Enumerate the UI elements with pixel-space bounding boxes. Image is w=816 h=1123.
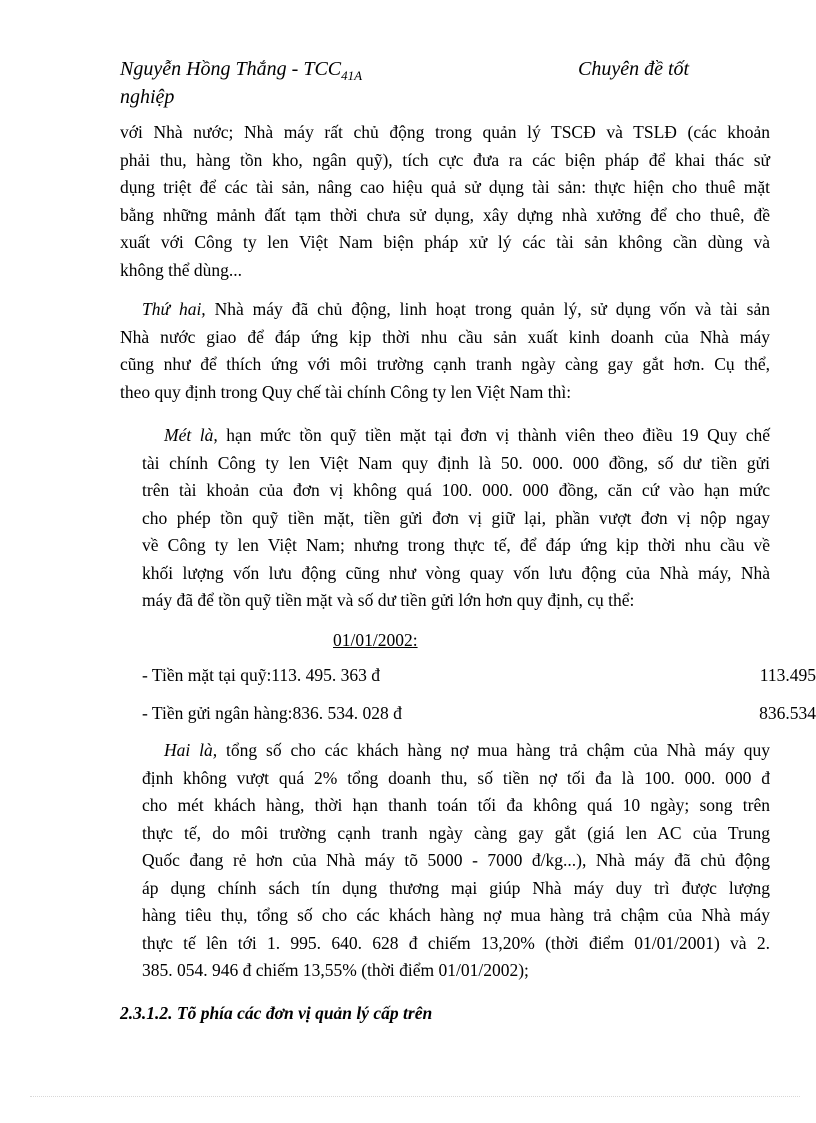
paragraph-line (142, 422, 770, 450)
paragraph-3 (142, 422, 770, 615)
cash-item-text: - Tiền mặt tại quỹ:113. 495. 363 đ (142, 665, 381, 685)
bank-item-text: - Tiền gửi ngân hàng:836. 534. 028 đ (142, 703, 402, 723)
paragraph-line: trên tài khoản của đơn vị không quá 100. 000. 000 đồng, căn cứ vào hạn mức (142, 480, 770, 500)
paragraph-line: phải thu, hàng tồn kho, ngân quỹ), tích cực đưa ra các biện pháp để khai thác sử (120, 149, 770, 170)
paragraph-line (120, 296, 770, 324)
footer-divider (30, 1096, 800, 1097)
section-heading: 2.3.1.2. Tõ phía các đơn vị quản lý cấp trên (120, 1003, 433, 1023)
bank-item-amount: 836.534 (759, 703, 816, 723)
paragraph-line: không thể dùng... (120, 259, 243, 280)
paragraph-line (142, 737, 770, 765)
paragraph-lead: Thứ hai, (142, 299, 206, 319)
paragraph-line: Quốc đang rẻ hơn của Nhà máy tõ 5000 - 7000 đ/kg...), Nhà máy đã chủ động (142, 850, 770, 870)
paragraph-text: hạn mức tồn quỹ tiền mặt tại đơn vị thành viên theo điều 19 Quy chế (217, 425, 770, 445)
paragraph-line: cũng như để thích ứng với môi trường cạnh tranh ngày càng gay gắt hơn. Cụ thể, (120, 354, 770, 374)
paragraph-line: cho phép tồn quỹ tiền mặt, tiền gửi đơn vị giữ lại, phần vượt đơn vị nộp ngay (142, 507, 770, 528)
header-title-continued: nghiệp (120, 86, 175, 108)
paragraph-text: Nhà máy đã chủ động, linh hoạt trong quản lý, sử dụng vốn và tài sản (205, 299, 771, 319)
header-author-class: 41A (341, 68, 363, 83)
paragraph-line: bằng những mảnh đất tạm thời chưa sử dụng, xây dựng nhà xưởng để cho thuê, đề (120, 204, 770, 225)
paragraph-line: cho mét khách hàng, thời hạn thanh toán tối đa không quá 10 ngày; song trên (142, 795, 770, 815)
paragraph-line: 385. 054. 946 đ chiếm 13,55% (thời điểm 01/01/2002); (142, 960, 529, 980)
paragraph-text: tổng số cho các khách hàng nợ mua hàng trả chậm của Nhà máy quy (217, 740, 770, 760)
paragraph-line: với Nhà nước; Nhà máy rất chủ động trong quản lý TSCĐ và TSLĐ (các khoản (120, 122, 770, 142)
paragraph-line: hàng tiêu thụ, tổng số cho các khách hàng nợ mua hàng trả chậm của Nhà máy (142, 905, 770, 925)
paragraph-line: theo quy định trong Quy chế tài chính Công ty len Việt Nam thì: (120, 381, 572, 402)
paragraph-lead: Mét là, (164, 425, 218, 445)
paragraph-line: máy đã để tồn quỹ tiền mặt và số dư tiền gửi lớn hơn quy định, cụ thể: (142, 590, 635, 610)
header-title: Chuyên đề tốt (578, 58, 690, 80)
paragraph-line: tài chính Công ty len Việt Nam quy định là 50. 000. 000 đồng, số dư tiền gửi (142, 452, 770, 473)
paragraph-4 (142, 737, 770, 985)
paragraph-lead: Hai là, (164, 740, 218, 760)
paragraph-1 (120, 119, 770, 284)
paragraph-line: khối lượng vốn lưu động cũng như vòng quay vốn lưu động của Nhà máy, Nhà (142, 562, 770, 583)
cash-item-amount: 113.495 (759, 665, 816, 685)
paragraph-line: thực tế lên tới 1. 995. 640. 628 đ chiếm 13,20% (thời điểm 01/01/2001) và 2. (142, 932, 770, 953)
paragraph-2 (120, 296, 770, 406)
paragraph-line: về Công ty len Việt Nam; nhưng trong thực tế, để đáp ứng kịp thời nhu cầu về (142, 535, 770, 555)
header-author-name: Nguyễn Hồng Thắng - TCC (120, 58, 342, 80)
paragraph-line: Nhà nước giao để đáp ứng kịp thời nhu cầu sản xuất kinh doanh của Nhà máy (120, 326, 770, 347)
date-label: 01/01/2002: (333, 630, 418, 650)
paragraph-line: dụng triệt để các tài sản, nâng cao hiệu quả sử dụng tài sản: thực hiện cho thuê mặt (120, 177, 770, 197)
paragraph-line: định không vượt quá 2% tổng doanh thu, số tiền nợ tối đa là 100. 000. 000 đ (142, 767, 770, 788)
paragraph-line: áp dụng chính sách tín dụng thương mại giúp Nhà máy duy trì được lượng (142, 877, 770, 898)
paragraph-line: xuất với Công ty len Việt Nam biện pháp xử lý các tài sản không cần dùng và (120, 232, 770, 252)
paragraph-line: thực tế, do môi trường cạnh tranh ngày càng gay gắt (giá len AC của Trung (142, 822, 770, 843)
